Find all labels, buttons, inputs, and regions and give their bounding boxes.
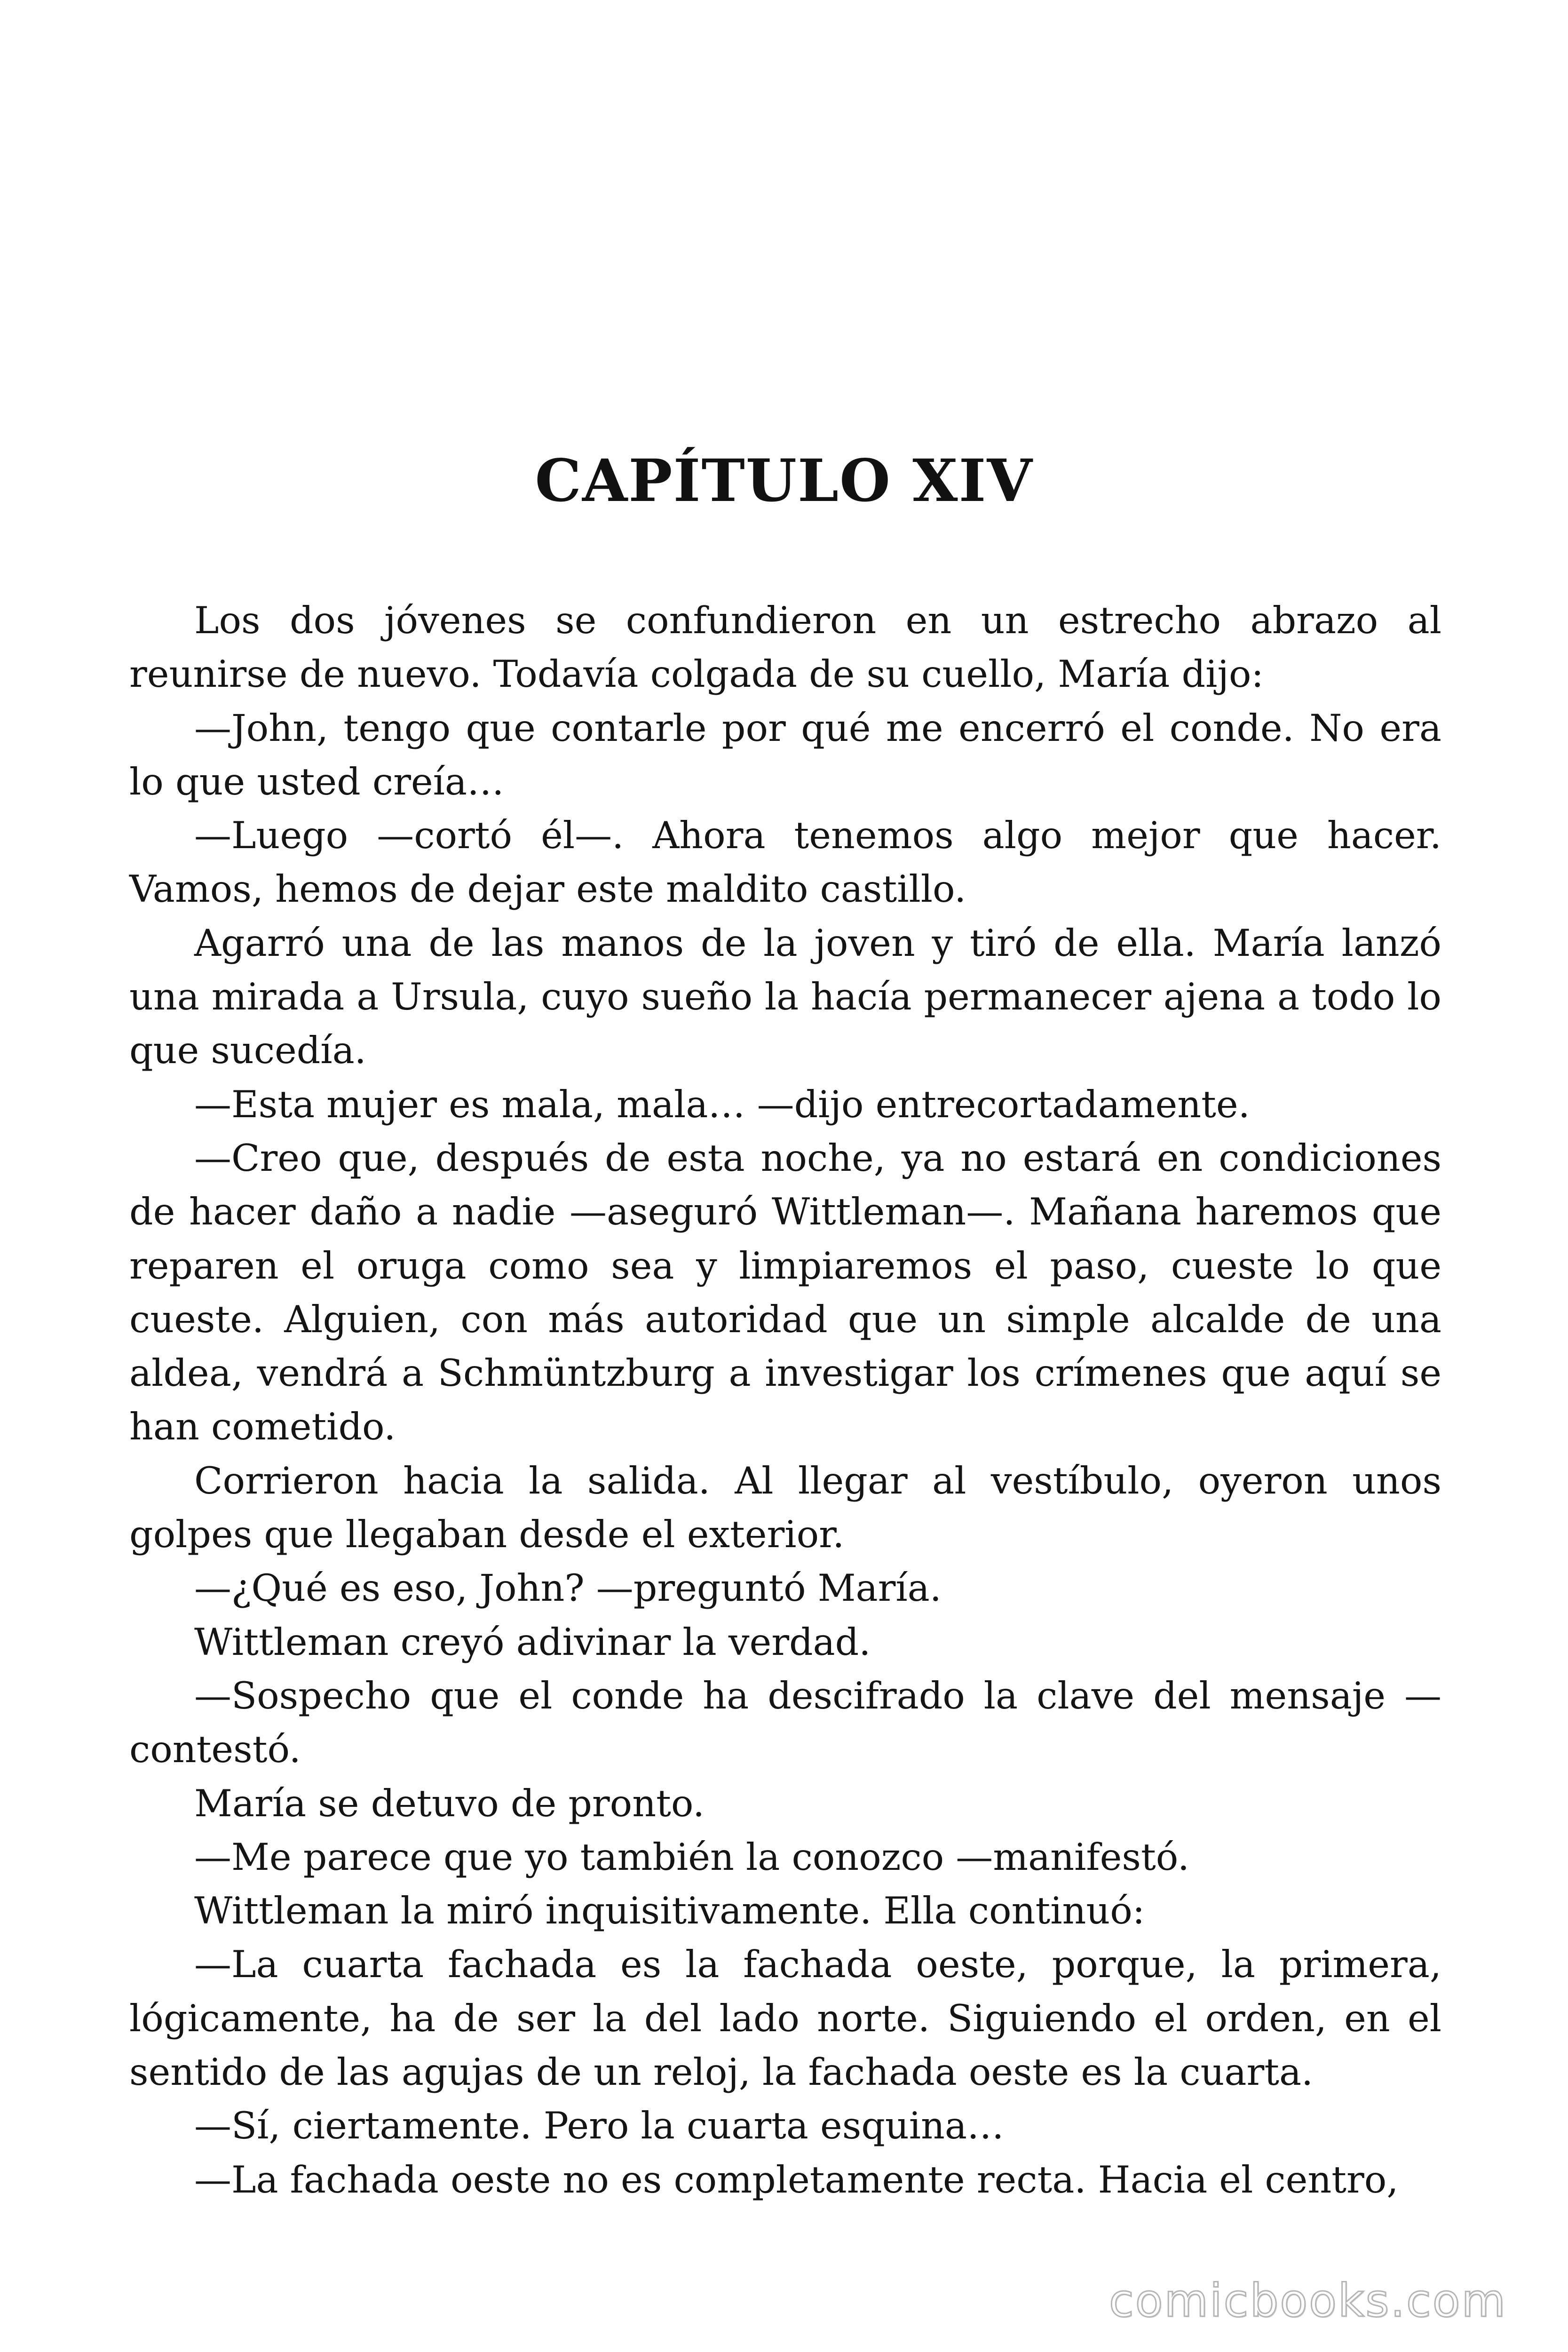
paragraph: —Sospecho que el conde ha descifrado la clave del mensaje — contestó. bbox=[129, 1674, 1441, 1772]
watermark-logo: comicbooks.com bbox=[1109, 2274, 1507, 2327]
paragraph: —Sí, ciertamente. Pero la cuarta esquina… bbox=[194, 2104, 1004, 2148]
chapter-body bbox=[129, 594, 1441, 2207]
paragraph: Wittleman creyó adivinar la verdad. bbox=[194, 1620, 871, 1664]
paragraph: —John, tengo que contarle por qué me encerró el conde. No era lo que usted creía… bbox=[129, 706, 1441, 803]
chapter-title: CAPÍTULO XIV bbox=[535, 447, 1033, 515]
paragraph: —La cuarta fachada es la fachada oeste, porque, la primera, lógicamente, ha de ser la del lado norte. Siguiendo el orden, en el sentido de las agujas de un reloj, la fachada oeste es la cuarta. bbox=[129, 1943, 1441, 2094]
paragraph: Los dos jóvenes se confundieron en un estrecho abrazo al reunirse de nuevo. Todavía colgada de su cuello, María dijo: bbox=[129, 599, 1441, 696]
paragraph: Wittleman la miró inquisitivamente. Ella continuó: bbox=[194, 1889, 1145, 1933]
paragraph: Corrieron hacia la salida. Al llegar al vestíbulo, oyeron unos golpes que llegaban desde el exterior. bbox=[129, 1459, 1441, 1557]
paragraph: —Me parece que yo también la conozco —manifestó. bbox=[194, 1835, 1189, 1879]
paragraph: Agarró una de las manos de la joven y tiró de ella. María lanzó una mirada a Ursula, cuyo sueño la hacía permanecer ajena a todo lo que sucedía. bbox=[129, 921, 1441, 1073]
paragraph: —Creo que, después de esta noche, ya no estará en condiciones de hacer daño a nadie —aseguró Wittleman—. Mañana haremos que reparen el oruga como sea y limpiaremos el paso, cueste lo que cueste. Alguien, con más autoridad que un simple alcalde de una aldea, vendrá a Schmüntzburg a investigar los crímenes que aquí se han cometido. bbox=[129, 1136, 1441, 1449]
paragraph: —La fachada oeste no es completamente recta. Hacia el centro, bbox=[194, 2158, 1399, 2201]
paragraph: María se detuvo de pronto. bbox=[194, 1781, 705, 1825]
paragraph: —Esta mujer es mala, mala… —dijo entrecortadamente. bbox=[194, 1082, 1250, 1126]
paragraph: —¿Qué es eso, John? —preguntó María. bbox=[194, 1566, 942, 1610]
paragraph: —Luego —cortó él—. Ahora tenemos algo mejor que hacer. Vamos, hemos de dejar este maldito castillo. bbox=[129, 814, 1441, 911]
